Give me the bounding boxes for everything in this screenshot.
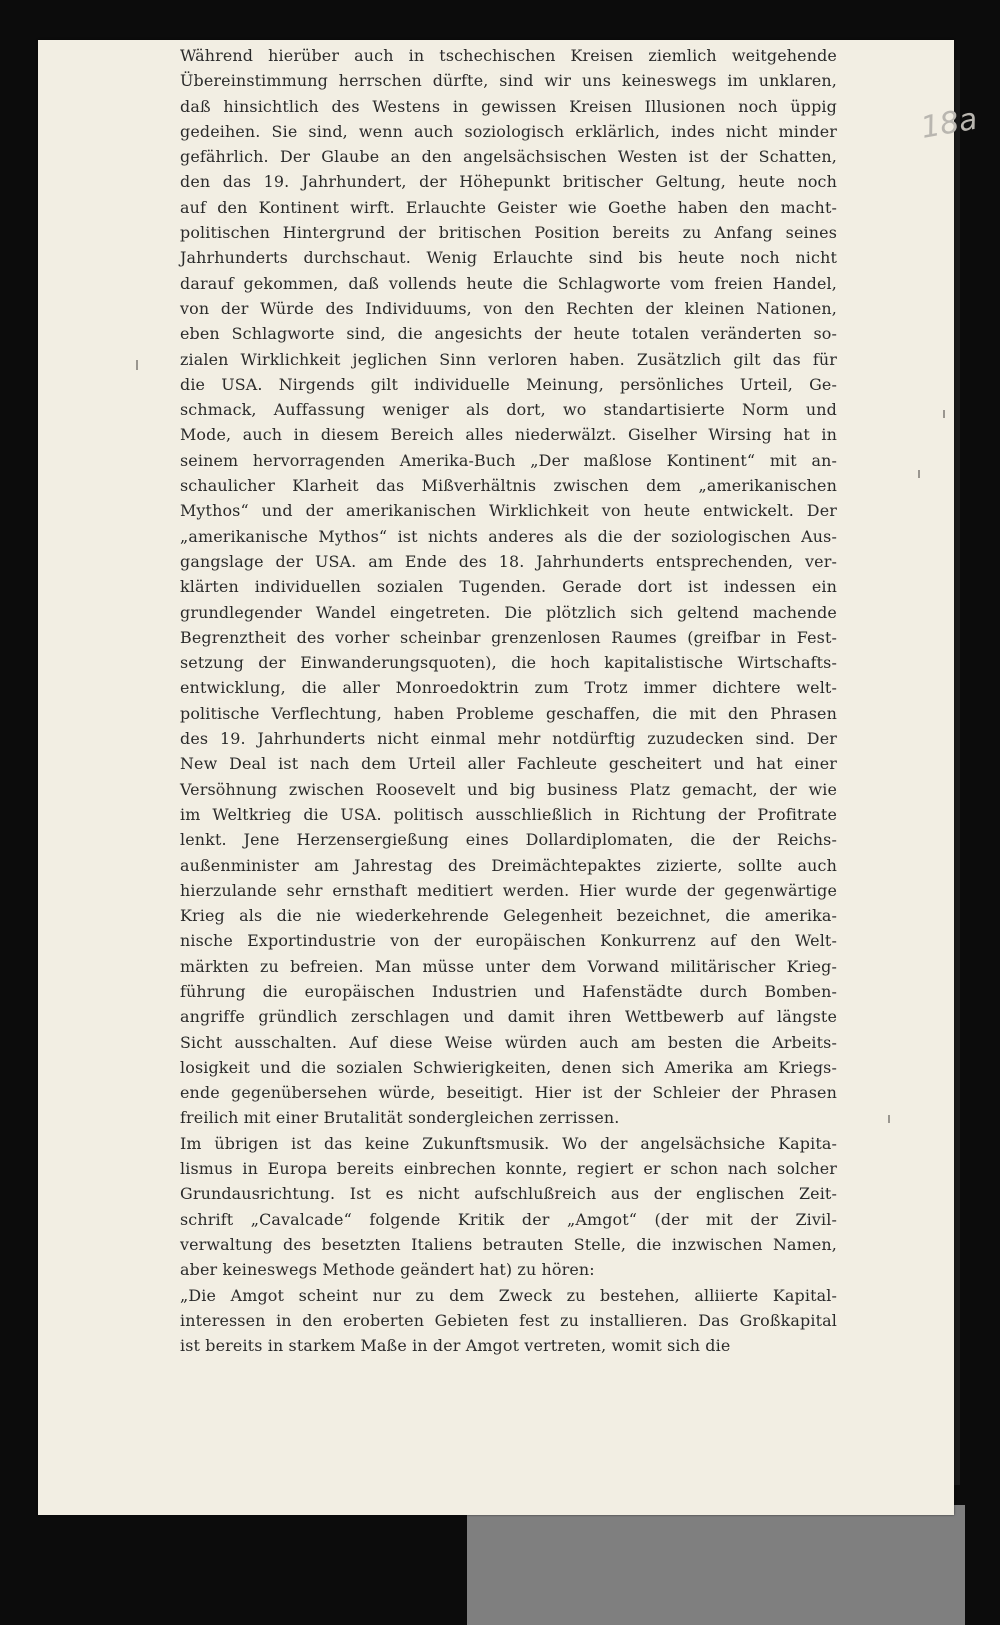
text-line: schaulicher Klarheit das Mißverhältnis zwischen dem „amerikanischen xyxy=(180,476,837,496)
text-line: den das 19. Jahrhundert, der Höhepunkt britischer Geltung, heute noch xyxy=(180,172,837,192)
text-line: „Die Amgot scheint nur zu dem Zweck zu bestehen, alliierte Kapital- xyxy=(180,1285,837,1305)
text-line: gedeihen. Sie sind, wenn auch soziologisch erklärlich, indes nicht minder xyxy=(180,121,837,141)
text-line: von der Würde des Individuums, von den Rechten der kleinen Nationen, xyxy=(180,298,837,318)
text-line: politischen Hintergrund der britischen Position bereits zu Anfang seines xyxy=(180,223,837,243)
margin-mark xyxy=(888,1115,890,1123)
text-line: führung die europäischen Industrien und Hafenstädte durch Bomben- xyxy=(180,981,837,1001)
text-line: hierzulande sehr ernsthaft meditiert werden. Hier wurde der gegenwärtige xyxy=(180,880,837,900)
text-line: seinem hervorragenden Amerika-Buch „Der maßlose Kontinent“ mit an- xyxy=(180,450,837,470)
text-line: auf den Kontinent wirft. Erlauchte Geister wie Goethe haben den macht- xyxy=(180,197,837,217)
text-line: verwaltung des besetzten Italiens betrauten Stelle, die inzwischen Namen, xyxy=(180,1234,837,1254)
text-line: schmack, Auffassung weniger als dort, wo standartisierte Norm und xyxy=(180,400,837,420)
margin-mark xyxy=(943,410,945,418)
text-line: darauf gekommen, daß vollends heute die Schlagworte vom freien Handel, xyxy=(180,273,837,293)
margin-mark xyxy=(918,470,920,478)
folio-number: 18a xyxy=(918,101,981,146)
text-line: grundlegender Wandel eingetreten. Die plötzlich sich geltend machende xyxy=(180,602,837,622)
text-line: im Weltkrieg die USA. politisch ausschließlich in Richtung der Profitrate xyxy=(180,804,837,824)
text-line: Sicht ausschalten. Auf diese Weise würden auch am besten die Arbeits- xyxy=(180,1032,837,1052)
text-line: Begrenztheit des vorher scheinbar grenzenlosen Raumes (greifbar in Fest- xyxy=(180,627,837,647)
text-line: angriffe gründlich zerschlagen und damit ihren Wettbewerb auf längste xyxy=(180,1007,837,1027)
text-line: daß hinsichtlich des Westens in gewissen Kreisen Illusionen noch üppig xyxy=(180,96,837,116)
text-line: New Deal ist nach dem Urteil aller Fachleute gescheitert und hat einer xyxy=(180,754,837,774)
text-line: lismus in Europa bereits einbrechen konnte, regiert er schon nach solcher xyxy=(180,1159,837,1179)
text-line: interessen in den eroberten Gebieten fest zu installieren. Das Großkapital xyxy=(180,1310,837,1330)
text-line: ende gegenübersehen würde, beseitigt. Hier ist der Schleier der Phrasen xyxy=(180,1083,837,1103)
text-line: Krieg als die nie wiederkehrende Gelegenheit bezeichnet, die amerika- xyxy=(180,906,837,926)
text-line: schrift „Cavalcade“ folgende Kritik der „Amgot“ (der mit der Zivil- xyxy=(180,1209,837,1229)
body-text xyxy=(180,43,837,1358)
text-line: außenminister am Jahrestag des Dreimächtepaktes zizierte, sollte auch xyxy=(180,855,837,875)
text-line: politische Verflechtung, haben Probleme geschaffen, die mit den Phrasen xyxy=(180,703,837,723)
text-line: entwicklung, die aller Monroedoktrin zum Trotz immer dichtere welt- xyxy=(180,678,837,698)
text-line: losigkeit und die sozialen Schwierigkeiten, denen sich Amerika am Kriegs- xyxy=(180,1057,837,1077)
text-line: lenkt. Jene Herzensergießung eines Dollardiplomaten, die der Reichs- xyxy=(180,830,837,850)
text-line: Im übrigen ist das keine Zukunftsmusik. Wo der angelsächsiche Kapita- xyxy=(180,1133,837,1153)
gray-reference-card xyxy=(467,1505,965,1625)
text-line: setzung der Einwanderungsquoten), die hoch kapitalistische Wirtschafts- xyxy=(180,653,837,673)
text-line: gefährlich. Der Glaube an den angelsächsischen Westen ist der Schatten, xyxy=(180,147,837,167)
text-line: Übereinstimmung herrschen dürfte, sind wir uns keineswegs im unklaren, xyxy=(180,71,837,91)
text-line: ist bereits in starkem Maße in der Amgot vertreten, womit sich die xyxy=(180,1336,731,1356)
text-line: des 19. Jahrhunderts nicht einmal mehr notdürftig zuzudecken sind. Der xyxy=(180,729,837,749)
margin-mark xyxy=(136,360,138,370)
text-line: Während hierüber auch in tschechischen Kreisen ziemlich weitgehende xyxy=(180,46,837,65)
text-line: freilich mit einer Brutalität sondergleichen zerrissen. xyxy=(180,1108,620,1128)
text-line: Jahrhunderts durchschaut. Wenig Erlauchte sind bis heute noch nicht xyxy=(180,248,837,268)
text-line: eben Schlagworte sind, die angesichts der heute totalen veränderten so- xyxy=(180,324,837,344)
text-line: klärten individuellen sozialen Tugenden. Gerade dort ist indessen ein xyxy=(180,577,837,597)
text-line: nische Exportindustrie von der europäischen Konkurrenz auf den Welt- xyxy=(180,931,837,951)
text-line: aber keineswegs Methode geändert hat) zu hören: xyxy=(180,1260,595,1280)
text-line: märkten zu befreien. Man müsse unter dem Vorwand militärischer Krieg- xyxy=(180,956,837,976)
text-line: die USA. Nirgends gilt individuelle Meinung, persönliches Urteil, Ge- xyxy=(180,374,837,394)
text-line: Mythos“ und der amerikanischen Wirklichkeit von heute entwickelt. Der xyxy=(180,501,837,521)
text-line: gangslage der USA. am Ende des 18. Jahrhunderts entsprechenden, ver- xyxy=(180,551,837,571)
text-line: Mode, auch in diesem Bereich alles niederwälzt. Giselher Wirsing hat in xyxy=(180,425,837,445)
text-line: Versöhnung zwischen Roosevelt und big business Platz gemacht, der wie xyxy=(180,779,837,799)
text-line: Grundausrichtung. Ist es nicht aufschlußreich aus der englischen Zeit- xyxy=(180,1184,837,1204)
text-line: zialen Wirklichkeit jeglichen Sinn verloren haben. Zusätzlich gilt das für xyxy=(180,349,837,369)
text-line: „amerikanische Mythos“ ist nichts anderes als die der soziologischen Aus- xyxy=(180,526,837,546)
